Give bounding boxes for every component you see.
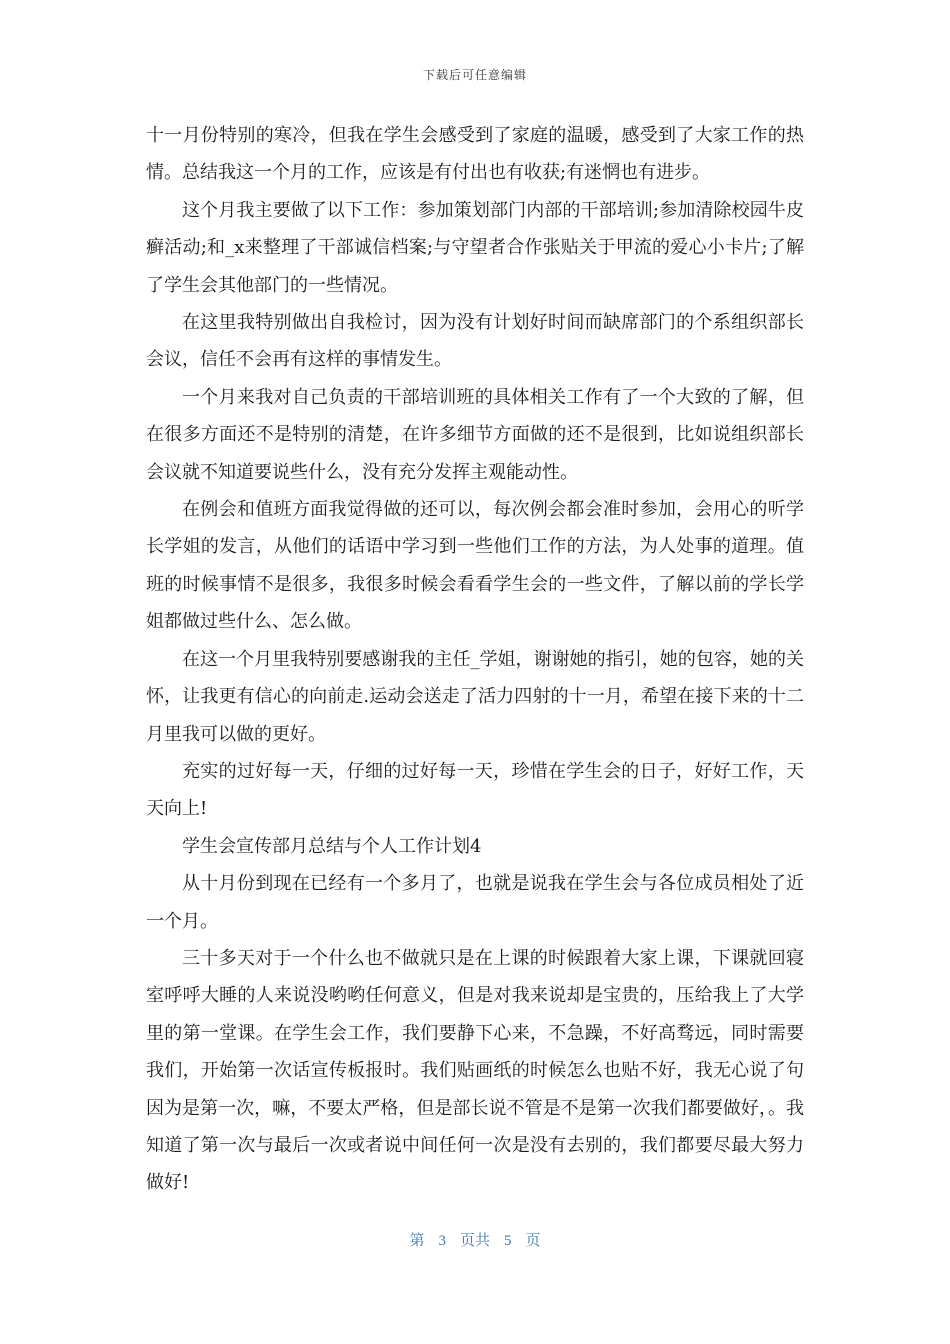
paragraph-3: 在这里我特别做出自我检讨，因为没有计划好时间而缺席部门的个系组织部长会议，信任不会再有这样的事情发生。 [146,312,804,371]
page-footer [0,1229,950,1250]
paragraph-6: 在这一个月里我特别要感谢我的主任_学姐，谢谢她的指引，她的包容，她的关怀，让我更有信心的向前走.运动会送走了活力四射的十一月，希望在接下来的十二月里我可以做的更好。 [146,648,804,745]
paragraph-4: 一个月来我对自己负责的干部培训班的具体相关工作有了一个大致的了解，但在很多方面还不是特别的清楚，在许多细节方面做的还不是很到，比如说组织部长会议就不知道要说些什么，没有充分发挥主观能动性。 [146,386,804,483]
paragraph-1: 十一月份特别的寒冷，但我在学生会感受到了家庭的温暖，感受到了大家工作的热情。总结我这一个月的工作，应该是有付出也有收获;有迷惘也有进步。 [146,125,804,184]
paragraph-8: 从十月份到现在已经有一个多月了，也就是说我在学生会与各位成员相处了近一个月。 [146,873,804,932]
footer-total-pages: 5 [504,1233,512,1249]
section-heading: 学生会宣传部月总结与个人工作计划4 [182,835,482,857]
paragraph-2: 这个月我主要做了以下工作：参加策划部门内部的干部培训;参加清除校园牛皮癣活动;和_x来整理了干部诚信档案;与守望者合作张贴关于甲流的爱心小卡片;了解了学生会其他部门的一些情况。 [146,199,804,296]
paragraph-9: 三十多天对于一个什么也不做就只是在上课的时候跟着大家上课，下课就回寝室呼呼大睡的人来说没哟哟任何意义，但是对我来说却是宝贵的，压给我上了大学里的第一堂课。在学生会工作，我们要静下心来，不急躁，不好高骛远，同时需要我们，开始第一次话宣传板报时。我们贴画纸的时候怎么也贴不好，我无心说了句因为是第一次，嘛，不要太严格，但是部长说不管是不是第一次我们都要做好，。我知道了第一次与最后一次或者说中间任何一次是没有去别的，我们都要尽最大努力做好! [146,947,804,1194]
document-body [146,117,804,1202]
footer-prefix: 第 [409,1233,425,1249]
paragraph-5: 在例会和值班方面我觉得做的还可以，每次例会都会准时参加，会用心的听学长学姐的发言，从他们的话语中学习到一些他们工作的方法，为人处事的道理。值班的时候事情不是很多，我很多时候会看看学生会的一些文件，了解以前的学长学姐都做过些什么、怎么做。 [146,499,804,633]
page-header: 下载后可任意编辑 [422,68,527,82]
footer-middle: 页共 [459,1233,490,1249]
paragraph-7: 充实的过好每一天，仔细的过好每一天，珍惜在学生会的日子，好好工作，天天向上! [146,760,804,820]
footer-current-page: 3 [438,1233,446,1249]
footer-suffix: 页 [525,1233,541,1249]
